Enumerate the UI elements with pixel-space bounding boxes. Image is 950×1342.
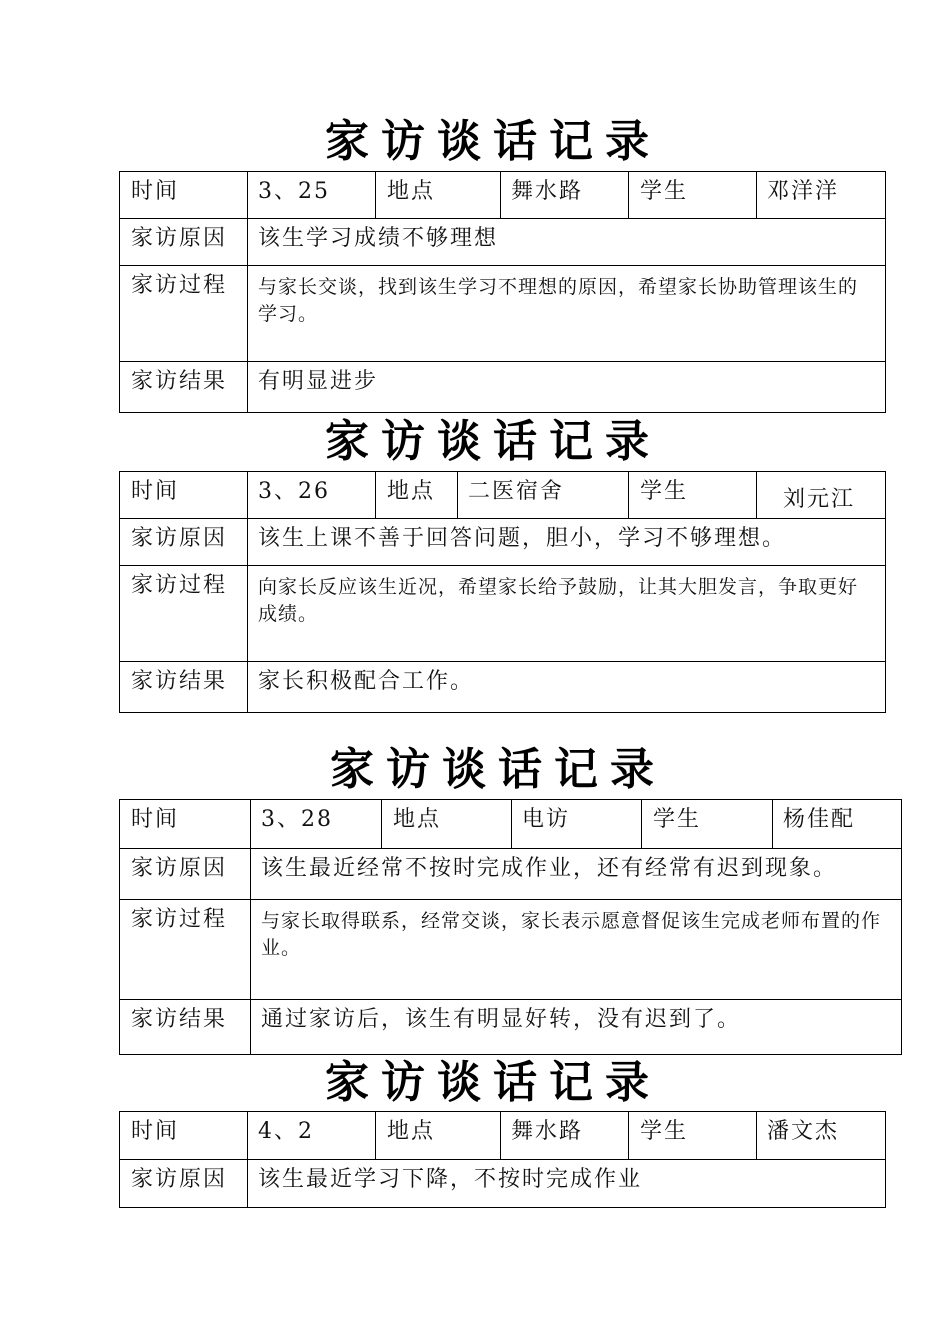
process-value: 与家长交谈，找到该生学习不理想的原因，希望家长协助管理该生的学习。 xyxy=(248,266,886,362)
place-value: 二医宿舍 xyxy=(458,472,629,519)
student-value: 杨佳配 xyxy=(773,800,902,849)
student-label: 学生 xyxy=(642,800,773,849)
reason-value: 该生学习成绩不够理想 xyxy=(248,219,886,266)
result-label: 家访结果 xyxy=(120,662,248,713)
reason-label: 家访原因 xyxy=(120,519,248,566)
record-1-result-row xyxy=(120,362,886,413)
reason-label: 家访原因 xyxy=(120,1160,248,1208)
reason-label: 家访原因 xyxy=(120,219,248,266)
record-4-table xyxy=(119,1111,886,1208)
record-4-info-row xyxy=(120,1112,886,1160)
record-4-reason-row xyxy=(120,1160,886,1208)
result-value: 有明显进步 xyxy=(248,362,886,413)
date-value: 3、28 xyxy=(251,800,382,849)
record-1-process-row xyxy=(120,266,886,362)
student-value: 邓洋洋 xyxy=(757,172,886,219)
reason-value: 该生最近经常不按时完成作业，还有经常有迟到现象。 xyxy=(251,849,902,900)
result-label: 家访结果 xyxy=(120,362,248,413)
record-3-reason-row xyxy=(120,849,902,900)
record-2-result-row xyxy=(120,662,886,713)
student-value: 潘文杰 xyxy=(757,1112,886,1160)
process-value: 向家长反应该生近况，希望家长给予鼓励，让其大胆发言，争取更好成绩。 xyxy=(248,566,886,662)
record-1-info-row xyxy=(120,172,886,219)
record-4-title: 家访谈话记录 xyxy=(325,1057,661,1108)
record-1-reason-row xyxy=(120,219,886,266)
date-value: 4、2 xyxy=(248,1112,376,1160)
record-3-title: 家访谈话记录 xyxy=(330,744,666,795)
record-3-result-row xyxy=(120,1000,902,1055)
record-2-reason-row xyxy=(120,519,886,566)
record-2-process-row xyxy=(120,566,886,662)
student-label: 学生 xyxy=(629,472,757,519)
record-2-info-row xyxy=(120,472,886,519)
place-value: 舞水路 xyxy=(501,172,629,219)
time-label: 时间 xyxy=(120,172,248,219)
process-label: 家访过程 xyxy=(120,900,251,1000)
record-3-process-row xyxy=(120,900,902,1000)
place-label: 地点 xyxy=(382,800,512,849)
student-label: 学生 xyxy=(629,1112,757,1160)
time-label: 时间 xyxy=(120,472,248,519)
record-3-info-row xyxy=(120,800,902,849)
place-label: 地点 xyxy=(376,472,458,519)
place-label: 地点 xyxy=(376,172,501,219)
reason-value: 该生最近学习下降，不按时完成作业 xyxy=(248,1160,886,1208)
reason-value: 该生上课不善于回答问题，胆小，学习不够理想。 xyxy=(248,519,886,566)
process-value: 与家长取得联系，经常交谈，家长表示愿意督促该生完成老师布置的作业。 xyxy=(251,900,902,1000)
place-value: 舞水路 xyxy=(501,1112,629,1160)
place-value: 电访 xyxy=(512,800,642,849)
student-label: 学生 xyxy=(629,172,757,219)
date-value: 3、26 xyxy=(248,472,376,519)
result-label: 家访结果 xyxy=(120,1000,251,1055)
process-label: 家访过程 xyxy=(120,566,248,662)
process-label: 家访过程 xyxy=(120,266,248,362)
reason-label: 家访原因 xyxy=(120,849,251,900)
result-value: 通过家访后，该生有明显好转，没有迟到了。 xyxy=(251,1000,902,1055)
record-2-title: 家访谈话记录 xyxy=(325,416,661,467)
time-label: 时间 xyxy=(120,1112,248,1160)
time-label: 时间 xyxy=(120,800,251,849)
result-value: 家长积极配合工作。 xyxy=(248,662,886,713)
record-2-table xyxy=(119,471,886,713)
record-1-title: 家访谈话记录 xyxy=(325,116,661,167)
date-value: 3、25 xyxy=(248,172,376,219)
place-label: 地点 xyxy=(376,1112,501,1160)
record-1-table xyxy=(119,171,886,413)
record-3-table xyxy=(119,799,902,1055)
student-value: 刘元江 xyxy=(757,472,886,519)
